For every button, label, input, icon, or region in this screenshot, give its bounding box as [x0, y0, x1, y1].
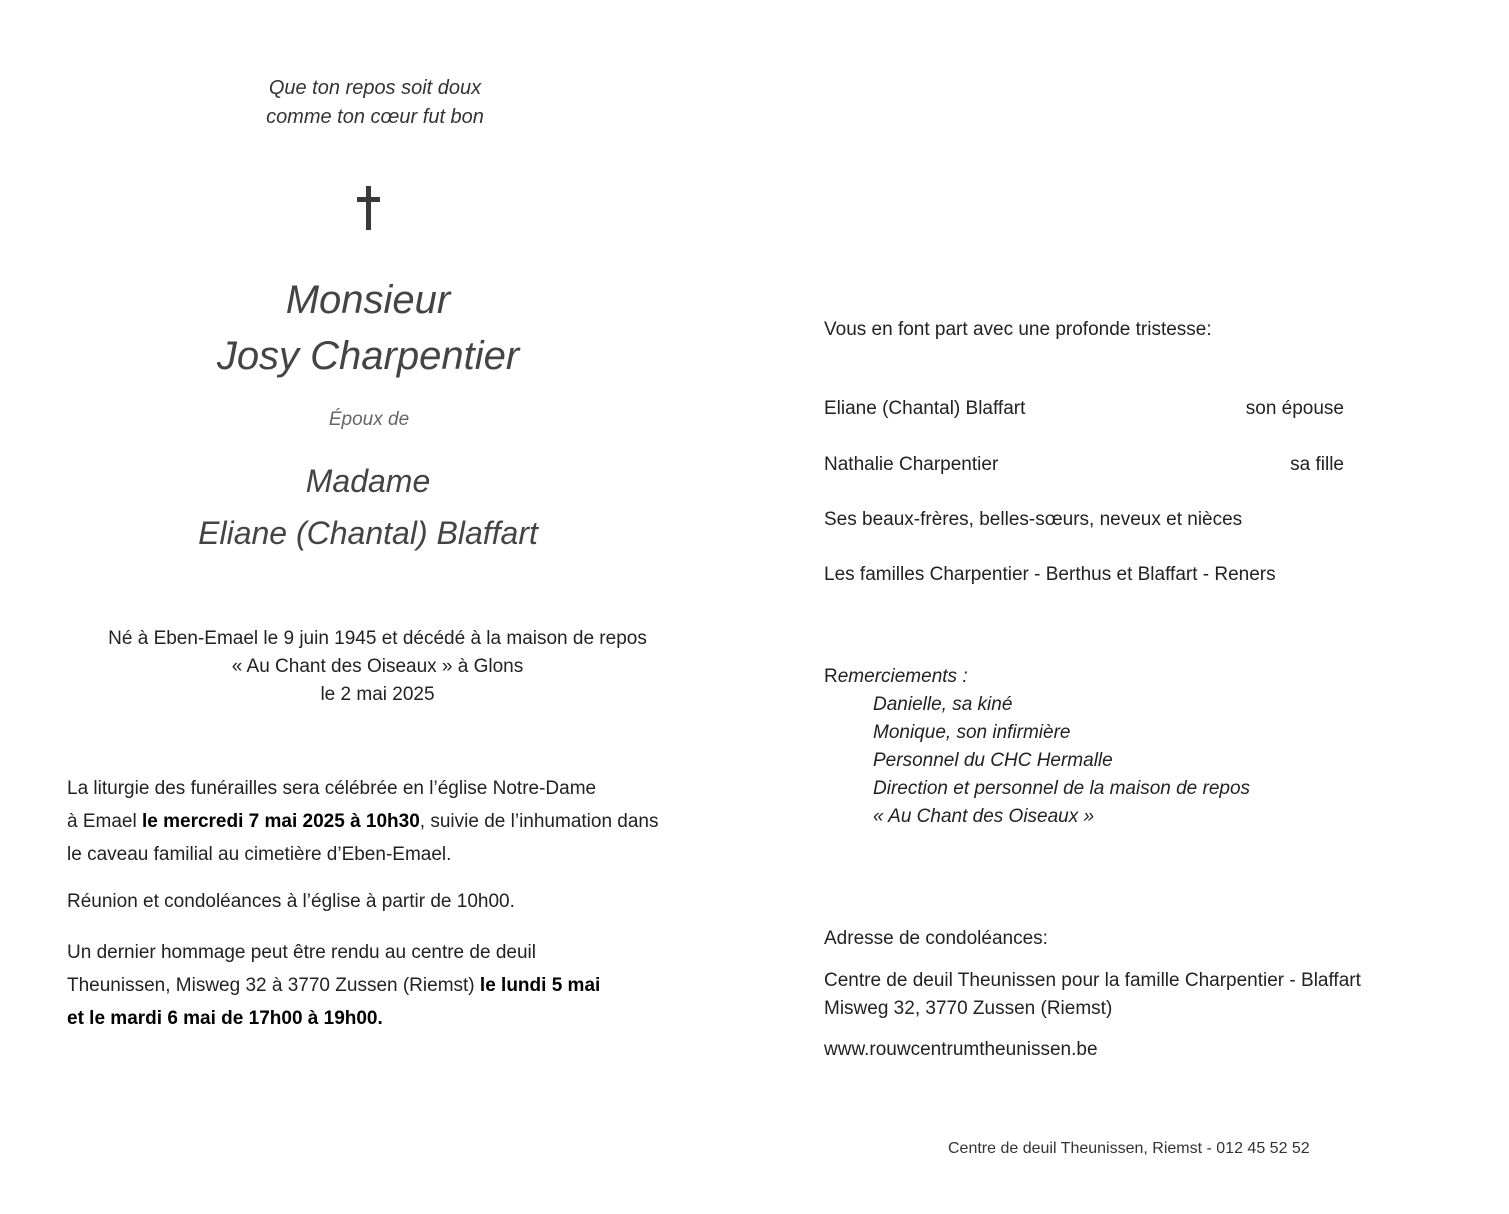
liturgy-line-3: le caveau familial au cimetière d’Eben-Emael. [67, 844, 452, 865]
thanks-item: Monique, son infirmière [873, 722, 1071, 743]
birth-death-line-2: « Au Chant des Oiseaux » à Glons [231, 656, 524, 677]
thanks-item: Direction et personnel de la maison de repos [873, 778, 1251, 799]
reunion-line: Réunion et condoléances à l’église à partir de 10h00. [67, 891, 515, 912]
birth-death-line-1: Né à Eben-Emael le 9 juin 1945 et décédé à la maison de repos [108, 628, 647, 649]
thanks-title [824, 663, 968, 691]
hommage-line-1: Un dernier hommage peut être rendu au centre de deuil [67, 942, 536, 963]
thanks-list [873, 691, 1250, 831]
motto-line-1: Que ton repos soit doux [268, 77, 482, 99]
family-row [824, 451, 1344, 479]
family-member-relation: son épouse [1245, 398, 1344, 419]
thanks-item: « Au Chant des Oiseaux » [873, 806, 1095, 827]
spouse-title: Madame [305, 463, 431, 499]
liturgy-line-1: La liturgie des funérailles sera célébrée en l’église Notre-Dame [67, 778, 597, 799]
family-row [824, 395, 1344, 423]
thanks-title-initial: R [824, 666, 838, 687]
thanks-title-rest: emerciements : [837, 666, 968, 687]
deceased-name: Josy Charpentier [216, 334, 520, 378]
announcement-intro: Vous en font part avec une profonde tristesse: [824, 319, 1212, 340]
family-member-name: Nathalie Charpentier [824, 454, 999, 475]
motto-line-2: comme ton cœur fut bon [266, 106, 484, 128]
liturgy-continuation: , suivie de l’inhumation dans [419, 811, 659, 832]
birth-death-line-3: le 2 mai 2025 [320, 684, 435, 705]
deceased-title: Monsieur [285, 278, 451, 322]
website-link[interactable]: www.rouwcentrumtheunissen.be [824, 1039, 1098, 1060]
thanks-item: Personnel du CHC Hermalle [873, 750, 1113, 771]
hommage-address: Theunissen, Misweg 32 à 3770 Zussen (Riemst) [67, 975, 480, 996]
family-member-name: Eliane (Chantal) Blaffart [824, 398, 1026, 419]
hommage-date-2: et le mardi 6 mai de 17h00 à 19h00. [67, 1008, 383, 1029]
condolences-title: Adresse de condoléances: [824, 928, 1048, 949]
family-member-relation: sa fille [1290, 454, 1344, 475]
condolences-address [824, 967, 1361, 1023]
condolences-address-line-1: Centre de deuil Theunissen pour la famille Charpentier - Blaffart [824, 970, 1361, 991]
other-relatives: Ses beaux-frères, belles-sœurs, neveux et nièces [824, 509, 1243, 530]
liturgy-place: à Emael [67, 811, 142, 832]
liturgy-date: le mercredi 7 mai 2025 à 10h30 [141, 811, 420, 832]
spouse-name: Eliane (Chantal) Blaffart [198, 515, 538, 551]
footer-contact: Centre de deuil Theunissen, Riemst - 012 45 52 52 [948, 1140, 1310, 1157]
spouse-of-label: Époux de [328, 409, 410, 430]
other-families: Les familles Charpentier - Berthus et Blaffart - Reners [824, 564, 1276, 585]
thanks-item: Danielle, sa kiné [873, 694, 1013, 715]
hommage-date-1: le lundi 5 mai [479, 975, 601, 996]
condolences-address-line-2: Misweg 32, 3770 Zussen (Riemst) [824, 998, 1113, 1019]
